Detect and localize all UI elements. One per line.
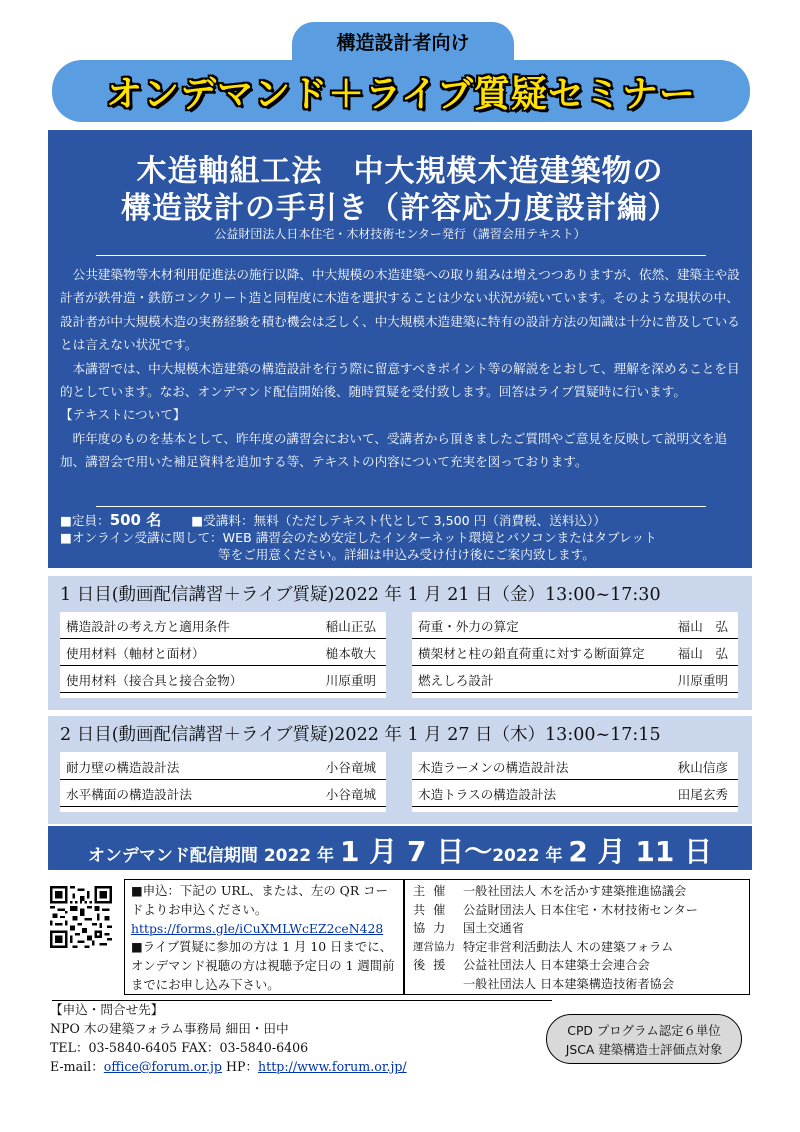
session-speaker: 川原重明 xyxy=(325,673,376,688)
organizer-role: 後援 xyxy=(413,958,454,973)
session-title: 木造ラーメンの構造設計法 xyxy=(418,760,569,775)
ondemand-tilde: ～ xyxy=(464,835,493,868)
email-label: E-mail： xyxy=(50,1059,104,1074)
organizer-role: 主催 xyxy=(413,884,454,898)
contact-info xyxy=(50,1000,500,1076)
organizer-role xyxy=(413,975,463,994)
day1-heading: 1 日目(動画配信講習＋ライブ質疑)2022 年 1 月 21 日（金）13:00~17:30 xyxy=(60,585,661,605)
qr-code-icon[interactable] xyxy=(50,886,112,948)
session-row xyxy=(412,758,738,780)
session-row xyxy=(412,785,738,807)
session-speaker: 稲山正弘 xyxy=(325,619,376,634)
session-speaker: 田尾玄秀 xyxy=(677,787,728,802)
organizer-name: 公益社団法人 日本建築士会連合会 xyxy=(463,958,650,973)
description-para-2: 本講習では、中大規模木造建築の構造設計を行う際に留意すべきポイント等の解説をとおして、理解を深めることを目的としています。なお、オンデマンド配信開始後、随時質疑を受付致します。回答はライブ質疑時に行います。 xyxy=(60,360,740,400)
session-row xyxy=(412,617,738,639)
organizer-role: 協力 xyxy=(413,921,454,936)
text-heading: 【テキストについて】 xyxy=(60,407,186,423)
organizer-name: 一般社団法人 日本建築構造技術者協会 xyxy=(463,976,675,991)
session-title: 使用材料（接合具と接合金物） xyxy=(66,673,243,688)
organizer-name: 公益財団法人 日本住宅・木材技術センター xyxy=(463,902,698,917)
publisher: 公益財団法人日本住宅・木材技術センター発行（講習会用テキスト） xyxy=(214,227,586,241)
organizer-row xyxy=(413,975,741,994)
organizer-name: 一般社団法人 木を活かす建築推進協議会 xyxy=(463,884,687,898)
contact-heading: 【申込・問合せ先】 xyxy=(50,1002,164,1017)
divider xyxy=(96,255,706,256)
session-title: 横架材と柱の鉛直荷重に対する断面算定 xyxy=(418,646,645,661)
day2-heading: 2 日目(動画配信講習＋ライブ質疑)2022 年 1 月 27 日（木）13:00~17:15 xyxy=(60,725,661,745)
header-subtitle: 構造設計者向け xyxy=(336,32,470,54)
fee-label: ■受講料： xyxy=(191,513,254,528)
organizer-row xyxy=(413,938,741,957)
session-speaker: 秋山信彦 xyxy=(677,760,728,775)
contact-phone: TEL：03-5840-6405 FAX：03-5840-6406 xyxy=(50,1040,309,1055)
ondemand-start: 1 月 7 日 xyxy=(339,835,465,868)
session-title: 水平構面の構造設計法 xyxy=(66,787,192,802)
organizer-row xyxy=(413,901,741,920)
apply-url-link[interactable]: https://forms.gle/iCuXMLWcEZ2ceN428 xyxy=(131,920,384,936)
session-speaker: 福山 弘 xyxy=(677,646,728,661)
email-link[interactable]: office@forum.or.jp xyxy=(103,1059,222,1074)
session-speaker: 福山 弘 xyxy=(677,619,728,634)
session-title: 耐力壁の構造設計法 xyxy=(66,760,180,775)
session-speaker: 槌本敬大 xyxy=(325,646,376,661)
session-title: 木造トラスの構造設計法 xyxy=(418,787,557,802)
session-row xyxy=(60,617,386,639)
session-title: 構造設計の考え方と適用条件 xyxy=(66,619,230,634)
session-row xyxy=(60,644,386,666)
session-speaker: 小谷竜城 xyxy=(325,787,376,802)
fee-text: 無料（ただしテキスト代として 3,500 円（消費税、送料込）） xyxy=(253,513,606,528)
session-row xyxy=(412,644,738,666)
organizer-role: 運営協力 xyxy=(413,940,455,953)
capacity-value: 500 名 xyxy=(109,511,162,529)
session-speaker: 小谷竜城 xyxy=(325,760,376,775)
session-title: 荷重・外力の算定 xyxy=(418,619,519,634)
description xyxy=(60,263,750,474)
session-row xyxy=(60,671,386,693)
organizer-name: 特定非営利活動法人 木の建築フォラム xyxy=(463,939,674,954)
cpd-line-1: CPD プログラム認定６単位 xyxy=(567,1023,721,1038)
divider xyxy=(96,506,706,507)
online-text-1: WEB 講習会のため安定したインターネット環境とパソコンまたはタブレット xyxy=(222,530,657,545)
organizer-row xyxy=(413,882,741,901)
hp-label: HP： xyxy=(225,1059,259,1074)
homepage-link[interactable]: http://www.forum.or.jp/ xyxy=(258,1059,407,1074)
course-title-line2: 構造設計の手引き（許容応力度設計編） xyxy=(121,191,679,226)
session-row xyxy=(60,758,386,780)
ondemand-period xyxy=(48,830,752,870)
organizer-role: 共催 xyxy=(413,902,454,917)
description-para-3: 昨年度のものを基本として、昨年度の講習会において、受講者から頂きましたご質問やご意見を反映して説明文を追加、講習会で用いた補足資料を追加する等、テキストの内容について充実を図っております。 xyxy=(60,430,727,470)
online-label: ■オンライン受講に関して： xyxy=(60,530,223,545)
contact-office: NPO 木の建築フォラム事務局 細田・田中 xyxy=(50,1021,289,1036)
session-speaker: 川原重明 xyxy=(677,673,728,688)
apply-line-1: ■申込：下記の URL、または、左の QR コードよりお申込ください。 xyxy=(131,883,388,917)
organizer-name: 国土交通省 xyxy=(463,921,524,936)
ondemand-label: オンデマンド配信期間 2022 年 xyxy=(87,846,335,866)
online-text-2: 等をご用意ください。詳細は申込み受け付け後にご案内致します。 xyxy=(218,547,595,562)
cpd-line-2: JSCA 建築構造士評価点対象 xyxy=(565,1042,723,1057)
description-para-1: 公共建築物等木材利用促進法の施行以降、中大規模の木造建築への取り組みは増えつつありますが、依然、建築主や設計者が鉄骨造・鉄筋コンクリート造と同程度に木造を選択することは少ない状況が続いています。そのような現状の中、設計者が中大規模木造の実務経験を積む機会は乏しく、中大規模木造建築に特有の設計方法の知識は十分に普及しているとは言えない状況です。 xyxy=(60,267,740,353)
apply-info xyxy=(124,879,404,995)
session-title: 使用材料（軸材と面材） xyxy=(66,646,205,661)
session-row xyxy=(412,671,738,693)
organizer-row xyxy=(413,956,741,975)
ondemand-year2: 2022 年 xyxy=(492,846,563,866)
cpd-badge xyxy=(546,1014,742,1064)
ondemand-end: 2 月 11 日 xyxy=(568,835,713,868)
organizers xyxy=(404,879,750,995)
course-title-line1: 木造軸組工法 中大規模木造建築物の xyxy=(136,154,664,189)
seminar-title: オンデマンド＋ライブ質疑セミナー xyxy=(106,74,696,115)
session-title: 燃えしろ設計 xyxy=(418,673,494,688)
capacity-info xyxy=(60,512,750,563)
apply-line-2: ■ライブ質疑に参加の方は 1 月 10 日までに、オンデマンド視聴の方は視聴予定日の 1 週間前までにお申し込み下さい。 xyxy=(131,939,395,992)
session-row xyxy=(60,785,386,807)
capacity-label: ■定員： xyxy=(60,513,110,528)
organizer-row xyxy=(413,919,741,938)
